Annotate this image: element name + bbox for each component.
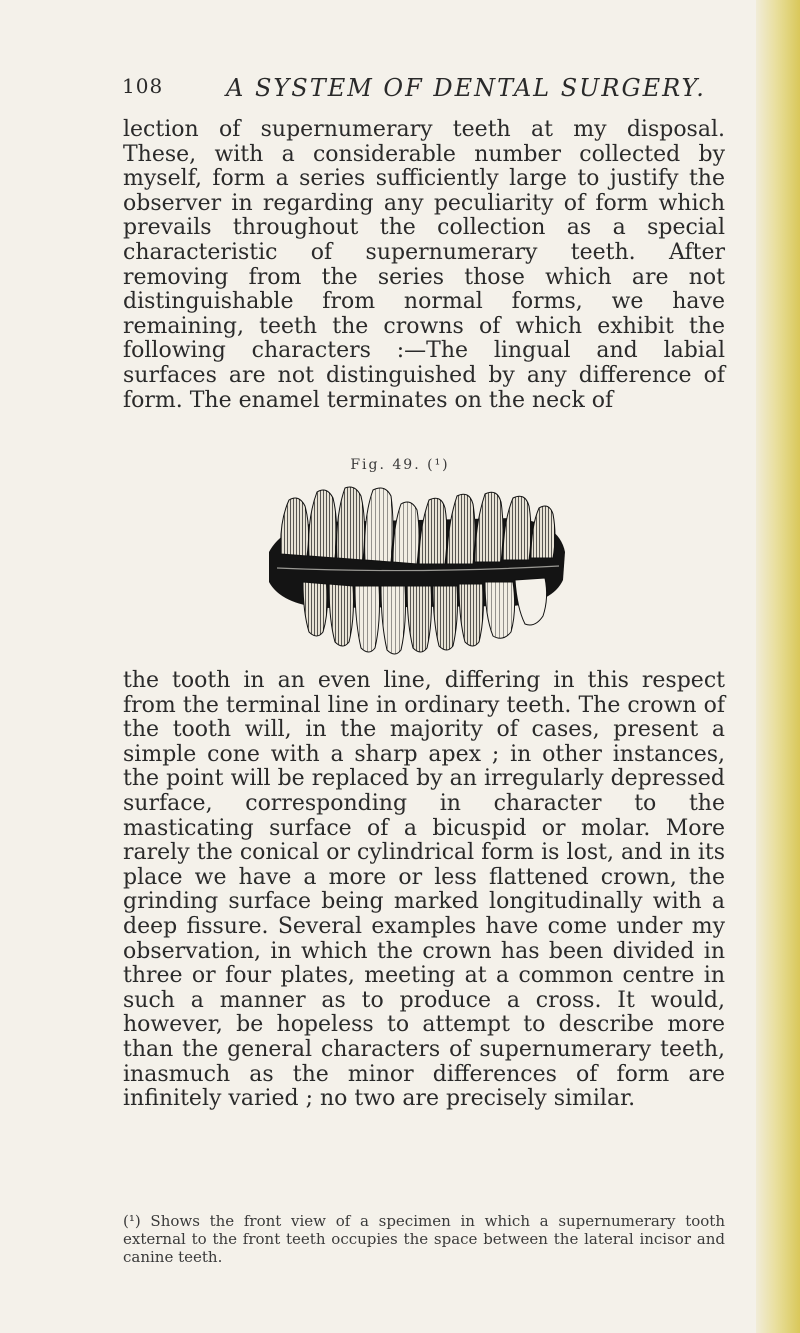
dental-specimen-illustration: [263, 482, 573, 658]
page-header: [122, 74, 722, 104]
running-title: A SYSTEM OF DENTAL SURGERY.: [226, 74, 706, 102]
body-paragraph-2: the tooth in an even line, differing in this respect from the terminal line in ordinary teeth. The crown of the tooth will, in the majority of cases, present a simple cone with a sharp apex ; in other instances, the point will be replaced by an irregularly depressed surface, corresponding in character to the masticating surface of a bicuspid or molar. More rarely the conical or cylindrical form is lost, and in its place we have a more or less flattened crown, the grinding surface being marked longitudinally with a deep fissure. Several examples have come under my observation, in which the crown has been divided in three or four plates, meeting at a common centre in such a manner as to produce a cross. It would, however, be hopeless to attempt to describe more than the general characters of supernumerary teeth, inasmuch as the minor differences of form are infinitely varied ; no two are precisely similar.: [123, 668, 725, 1112]
body-paragraph-1: lection of supernumerary teeth at my disposal. These, with a considerable number collected by myself, form a series sufficiently large to justify the observer in regarding any peculiarity of form which prevails throughout the collection as a special characteristic of supernumerary teeth. After removing from the series those which are not distinguishable from normal forms, we have remaining, teeth the crowns of which exhibit the following characters :—The lingual and labial surfaces are not distinguished by any difference of form. The enamel terminates on the neck of: [123, 117, 725, 413]
teeth-engraving: [263, 482, 573, 658]
page-edge-decoration: [756, 0, 800, 1333]
figure-caption: Fig. 49. (¹): [350, 457, 450, 473]
page-number: 108: [122, 74, 164, 98]
footnote: (¹) Shows the front view of a specimen in which a supernumerary tooth external to the front teeth occupies the space between the lateral incisor and canine teeth.: [123, 1212, 725, 1266]
